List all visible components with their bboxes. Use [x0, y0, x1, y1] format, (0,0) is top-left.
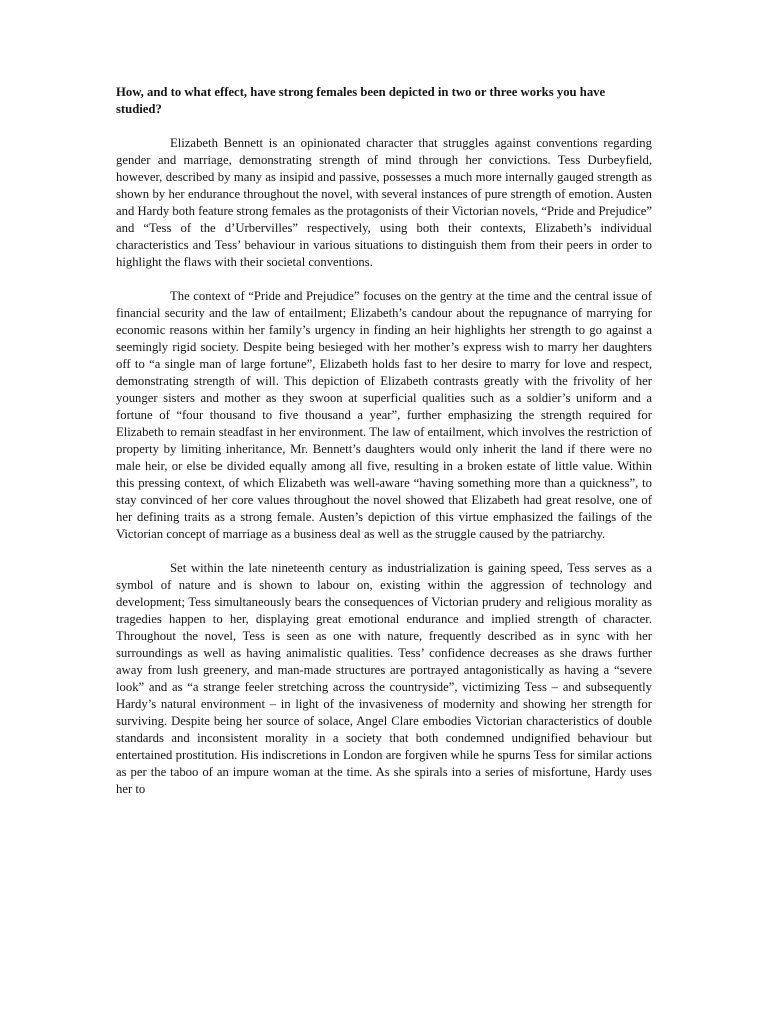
- paragraph-1: Elizabeth Bennett is an opinionated character that struggles against conventions regarding gender and marriage, demonstrating strength of mind through her convictions. Tess Durbeyfield, however, described by many as insipid and passive, possesses a much more internally gauged strength as shown by her endurance throughout the novel, with several instances of pure strength of emotion. Austen and Hardy both feature strong females as the protagonists of their Victorian novels, “Pride and Prejudice” and “Tess of the d’Urbervilles” respectively, using both their contexts, Elizabeth’s individual characteristics and Tess’ behaviour in various situations to distinguish them from their peers in order to highlight the flaws with their societal conventions.: [116, 136, 652, 269]
- document-page: [116, 84, 652, 815]
- paragraph-3: Set within the late nineteenth century as industrialization is gaining speed, Tess serves as a symbol of nature and is shown to labour on, existing within the aggression of technology and development; Tess simultaneously bears the consequences of Victorian prudery and religious morality as tragedies happen to her, displaying great emotional endurance and implied strength of character. Throughout the novel, Tess is seen as one with nature, frequently described as in sync with her surroundings as well as having animalistic qualities. Tess’ confidence decreases as she draws further away from lush greenery, and man-made structures are portrayed antagonistically as having a “severe look” and as “a strange feeler stretching across the countryside”, victimizing Tess – and subsequently Hardy’s natural environment – in light of the invasiveness of modernity and showing her strength for surviving. Despite being her source of solace, Angel Clare embodies Victorian characteristics of double standards and inconsistent morality in a society that both condemned undignified behaviour but entertained prostitution. His indiscretions in London are forgiven while he spurns Tess for similar actions as per the taboo of an impure woman at the time. As she spirals into a series of misfortune, Hardy uses her to: [116, 561, 652, 796]
- essay-title: How, and to what effect, have strong females been depicted in two or three works you have studied?: [116, 85, 606, 116]
- paragraph-2: The context of “Pride and Prejudice” focuses on the gentry at the time and the central issue of financial security and the law of entailment; Elizabeth’s candour about the repugnance of marrying for economic reasons within her family’s urgency in finding an heir highlights her strength to go against a seemingly rigid society. Despite being besieged with her mother’s express wish to marry her daughters off to “a single man of large fortune”, Elizabeth holds fast to her desire to marry for love and respect, demonstrating strength of will. This depiction of Elizabeth contrasts greatly with the frivolity of her younger sisters and mother as they swoon at superficial qualities such as a soldier’s uniform and a fortune of “four thousand to five thousand a year”, further emphasizing the strength required for Elizabeth to remain steadfast in her environment. The law of entailment, which involves the restriction of property by limiting inheritance, Mr. Bennett’s daughters would only inherit the land if there were no male heir, or else be divided equally among all five, resulting in a broken estate of little value. Within this pressing context, of which Elizabeth was well-aware “having something more than a quickness”, to stay convinced of her core values throughout the novel showed that Elizabeth had great resolve, one of her defining traits as a strong female. Austen’s depiction of this virtue emphasized the failings of the Victorian concept of marriage as a business deal as well as the struggle caused by the patriarchy.: [116, 289, 652, 541]
